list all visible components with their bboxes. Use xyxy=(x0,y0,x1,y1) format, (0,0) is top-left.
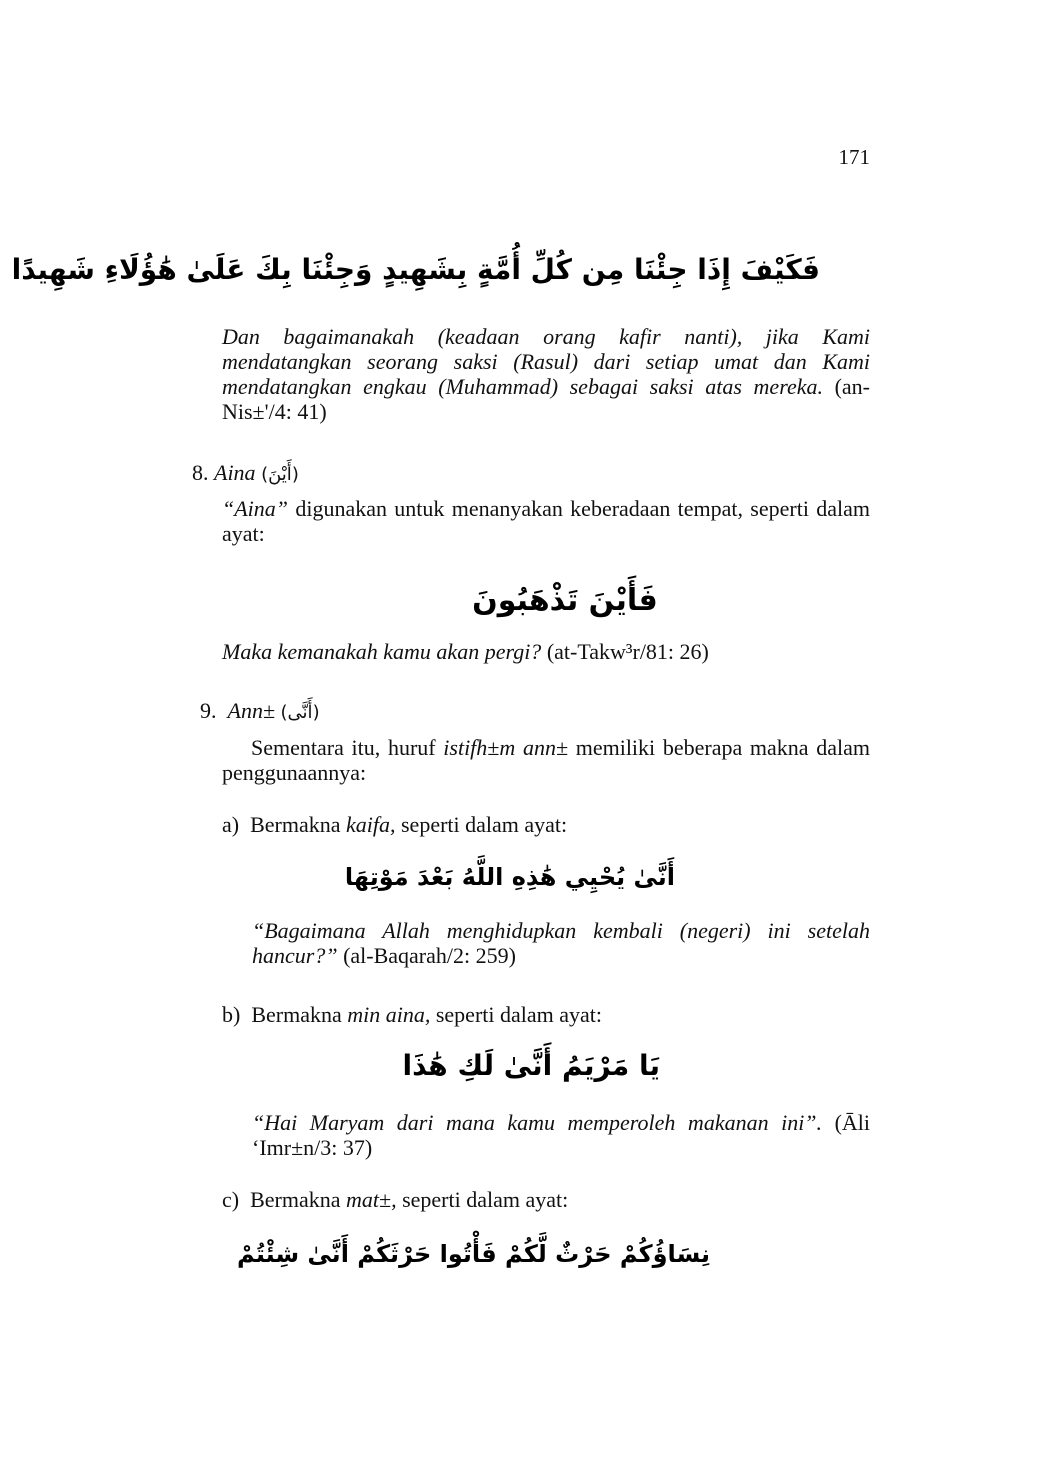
item-number: 9. xyxy=(200,698,217,723)
sub-text: Bermakna xyxy=(250,1187,341,1212)
desc-text: digunakan untuk menanyakan keberadaan tempat, seperti dalam ayat: xyxy=(222,496,871,546)
sub-text: Bermakna xyxy=(251,1002,342,1027)
sub-label: a) xyxy=(222,812,240,837)
item-9-heading xyxy=(200,698,400,725)
sub-label: b) xyxy=(222,1002,241,1027)
arabic-verse-an-nisa: فَكَيْفَ إِذَا جِئْنَا مِن كُلِّ أُمَّةٍ بِشَهِيدٍ وَجِئْنَا بِكَ عَلَىٰ هَٰؤُلَاءِ شَهِيدًا xyxy=(11,253,820,286)
translation-text: “Hai Maryam dari mana kamu memperoleh makanan ini”. xyxy=(252,1110,823,1135)
sub-label: c) xyxy=(222,1187,240,1212)
desc-term: “Aina” xyxy=(222,496,289,521)
verse-reference: (an-Nis±'/4: 41) xyxy=(222,374,870,424)
sub-text: Bermakna xyxy=(250,812,341,837)
intro-term-anna: ann± xyxy=(522,735,569,760)
item-term: Ann± xyxy=(227,698,276,723)
sub-term: mat±, xyxy=(346,1187,397,1212)
arabic-verse-al-baqarah-223: نِسَاؤُكُمْ حَرْثٌ لَّكُمْ فَأْتُوا حَرْثَكُمْ أَنَّىٰ شِئْتُمْ xyxy=(237,1240,710,1268)
sub-rest: seperti dalam ayat: xyxy=(435,1002,603,1027)
sub-item-a xyxy=(222,812,870,837)
item-term: Aina xyxy=(214,460,256,485)
item-8-description xyxy=(222,496,870,546)
translation-ali-imran xyxy=(252,1110,870,1160)
sub-term: kaifa, xyxy=(346,812,396,837)
intro-text-rest: memiliki beberapa makna dalam penggunaannya: xyxy=(222,735,870,785)
translation-text: “Bagaimana Allah menghidupkan kembali (negeri) ini setelah hancur?” xyxy=(252,918,870,968)
verse-reference: (at-Takw³r/81: 26) xyxy=(546,639,709,664)
intro-text: Sementara itu, huruf xyxy=(251,735,436,760)
arabic-verse-at-takwir: فَأَيْنَ تَذْهَبُونَ xyxy=(472,583,658,618)
item-8-heading xyxy=(192,460,392,487)
item-number: 8. xyxy=(192,460,209,485)
translation-text: Maka kemanakah kamu akan pergi? xyxy=(222,639,542,664)
translation-text: Dan bagaimanakah (keadaan orang kafir nanti), jika Kami mendatangkan seorang saksi (Rasul) dari setiap umat dan Kami mendatangkan engkau (Muhammad) sebagai saksi atas mereka. xyxy=(222,324,870,399)
arabic-verse-al-baqarah: أَنَّىٰ يُحْيِي هَٰذِهِ اللَّهُ بَعْدَ مَوْتِهَا xyxy=(344,863,675,891)
verse-reference: (al-Baqarah/2: 259) xyxy=(343,943,516,968)
sub-rest: seperti dalam ayat: xyxy=(402,1187,569,1212)
sub-term: min aina, xyxy=(347,1002,431,1027)
translation-al-baqarah xyxy=(252,918,870,968)
translation-an-nisa xyxy=(222,324,870,424)
sub-rest: seperti dalam ayat: xyxy=(401,812,568,837)
translation-at-takwir xyxy=(222,639,870,664)
item-9-intro xyxy=(222,735,870,785)
page-number: 171 xyxy=(838,145,870,169)
verse-reference: (Āli ‘Imr±n/3: 37) xyxy=(252,1110,871,1160)
arabic-verse-ali-imran: يَا مَرْيَمُ أَنَّىٰ لَكِ هَٰذَا xyxy=(402,1049,660,1082)
sub-item-b xyxy=(222,1002,870,1027)
item-term-arabic: (أَنَّى) xyxy=(280,702,320,723)
item-term-arabic: (أَيْنَ) xyxy=(261,464,299,485)
intro-term-istifham: istifh±m xyxy=(443,735,516,760)
sub-item-c xyxy=(222,1187,870,1212)
